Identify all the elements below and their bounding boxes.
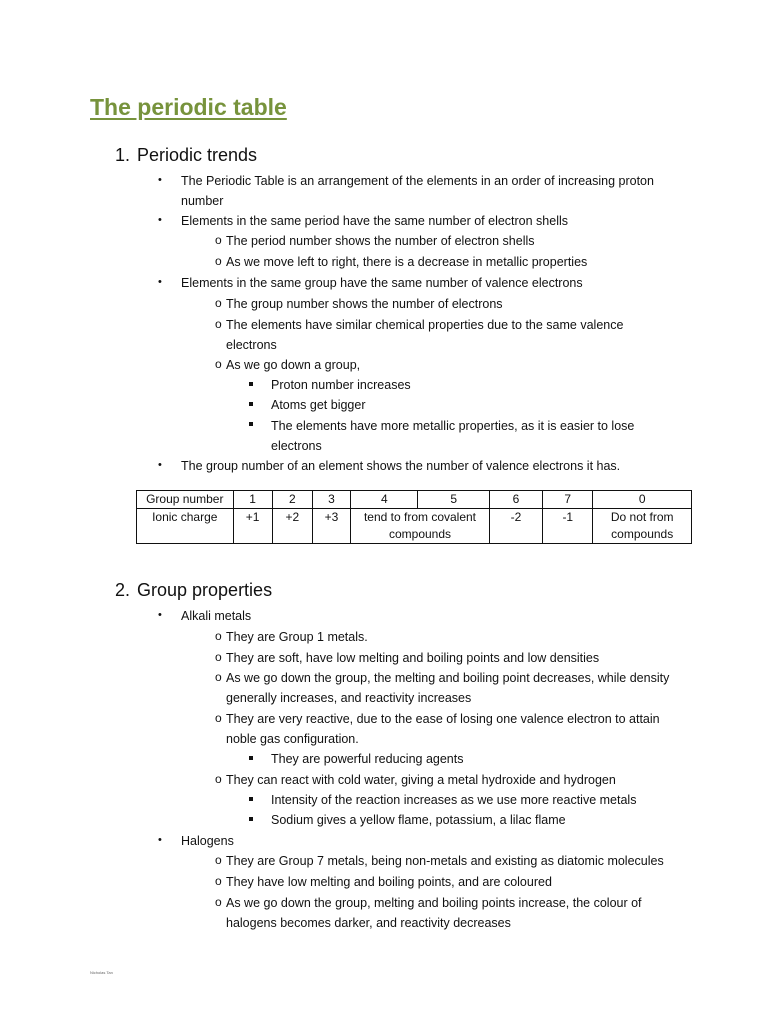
table-cell: Group number (137, 491, 234, 509)
table-cell: -1 (543, 509, 593, 544)
page-title: The periodic table (90, 94, 287, 120)
square-bullet-icon (249, 756, 253, 760)
sub-list-item: They are soft, have low melting and boiling points and low densities (226, 651, 600, 665)
square-bullet-icon (249, 817, 253, 821)
section-number: 1. (115, 145, 131, 165)
sub-list-item: The group number shows the number of electrons (226, 297, 503, 311)
sub-sub-list-item: Sodium gives a yellow flame, potassium, a lilac flame (271, 813, 566, 827)
sub-list-item: As we go down the group, the melting and boiling point decreases, while density (226, 671, 670, 685)
ionic-charge-table (136, 490, 692, 544)
list-item: The Periodic Table is an arrangement of the elements in an order of increasing proton (181, 174, 654, 188)
circle-bullet-icon: o (215, 895, 222, 909)
section-heading-text: Periodic trends (137, 145, 258, 165)
sub-sub-list-item: The elements have more metallic properties, as it is easier to lose (271, 419, 635, 433)
list-item: Elements in the same period have the same number of electron shells (181, 214, 569, 228)
circle-bullet-icon: o (215, 772, 222, 786)
table-cell: +2 (272, 509, 312, 544)
sub-list-item: As we go down the group, melting and boiling points increase, the colour of (226, 896, 642, 910)
bullet-icon: • (158, 214, 162, 226)
circle-bullet-icon: o (215, 853, 222, 867)
table-cell: 0 (593, 491, 692, 509)
sub-sub-list-item: Atoms get bigger (271, 398, 366, 412)
circle-bullet-icon: o (215, 357, 222, 371)
list-item-continuation: number (181, 194, 224, 208)
list-item: Elements in the same group have the same number of valence electrons (181, 276, 583, 290)
circle-bullet-icon: o (215, 711, 222, 725)
table-cell: 1 (233, 491, 272, 509)
list-item: The group number of an element shows the number of valence electrons it has. (181, 459, 621, 473)
sub-list-item-continuation: halogens becomes darker, and reactivity decreases (226, 916, 511, 930)
bullet-icon: • (158, 459, 162, 471)
table-cell: tend to from covalent compounds (351, 509, 490, 544)
table-cell: 2 (272, 491, 312, 509)
bullet-icon: • (158, 174, 162, 186)
circle-bullet-icon: o (215, 296, 222, 310)
circle-bullet-icon: o (215, 317, 222, 331)
table-cell: +1 (233, 509, 272, 544)
square-bullet-icon (249, 382, 253, 386)
circle-bullet-icon: o (215, 670, 222, 684)
bullet-icon: • (158, 834, 162, 846)
sub-list-item-continuation: electrons (226, 338, 277, 352)
sub-list-item: The period number shows the number of electron shells (226, 234, 535, 248)
sub-list-item: As we go down a group, (226, 358, 361, 372)
circle-bullet-icon: o (215, 874, 222, 888)
bullet-icon: • (158, 276, 162, 288)
square-bullet-icon (249, 402, 253, 406)
table-row (137, 509, 692, 544)
table-cell: +3 (312, 509, 350, 544)
sub-list-item: The elements have similar chemical properties due to the same valence (226, 318, 624, 332)
sub-sub-list-item-continuation: electrons (271, 439, 322, 453)
table-cell: Do not from compounds (593, 509, 692, 544)
table-cell: 7 (543, 491, 593, 509)
sub-sub-list-item: Proton number increases (271, 378, 411, 392)
section-heading-group-properties (115, 580, 272, 601)
circle-bullet-icon: o (215, 233, 222, 247)
sub-list-item-continuation: generally increases, and reactivity increases (226, 691, 472, 705)
table-cell: 6 (489, 491, 542, 509)
sub-list-item-continuation: noble gas configuration. (226, 732, 359, 746)
sub-list-item: They can react with cold water, giving a metal hydroxide and hydrogen (226, 773, 616, 787)
sub-sub-list-item: Intensity of the reaction increases as we use more reactive metals (271, 793, 637, 807)
section-number: 2. (115, 580, 131, 600)
list-item: Halogens (181, 834, 234, 848)
section-heading-text: Group properties (137, 580, 273, 600)
table-cell: 5 (418, 491, 489, 509)
sub-list-item: They are Group 7 metals, being non-metals and existing as diatomic molecules (226, 854, 664, 868)
table-cell: Ionic charge (137, 509, 234, 544)
bullet-icon: • (158, 609, 162, 621)
sub-list-item: As we move left to right, there is a decrease in metallic properties (226, 255, 588, 269)
sub-list-item: They are very reactive, due to the ease of losing one valence electron to attain (226, 712, 660, 726)
circle-bullet-icon: o (215, 254, 222, 268)
sub-sub-list-item: They are powerful reducing agents (271, 752, 464, 766)
table-row (137, 491, 692, 509)
square-bullet-icon (249, 797, 253, 801)
circle-bullet-icon: o (215, 629, 222, 643)
sub-list-item: They have low melting and boiling points, and are coloured (226, 875, 552, 889)
page-footer: Nicholas Tan (90, 970, 113, 975)
table-cell: -2 (489, 509, 542, 544)
list-item: Alkali metals (181, 609, 252, 623)
table-cell: 3 (312, 491, 350, 509)
section-heading-periodic-trends (115, 145, 257, 166)
square-bullet-icon (249, 422, 253, 426)
circle-bullet-icon: o (215, 650, 222, 664)
table-cell: 4 (351, 491, 418, 509)
sub-list-item: They are Group 1 metals. (226, 630, 368, 644)
